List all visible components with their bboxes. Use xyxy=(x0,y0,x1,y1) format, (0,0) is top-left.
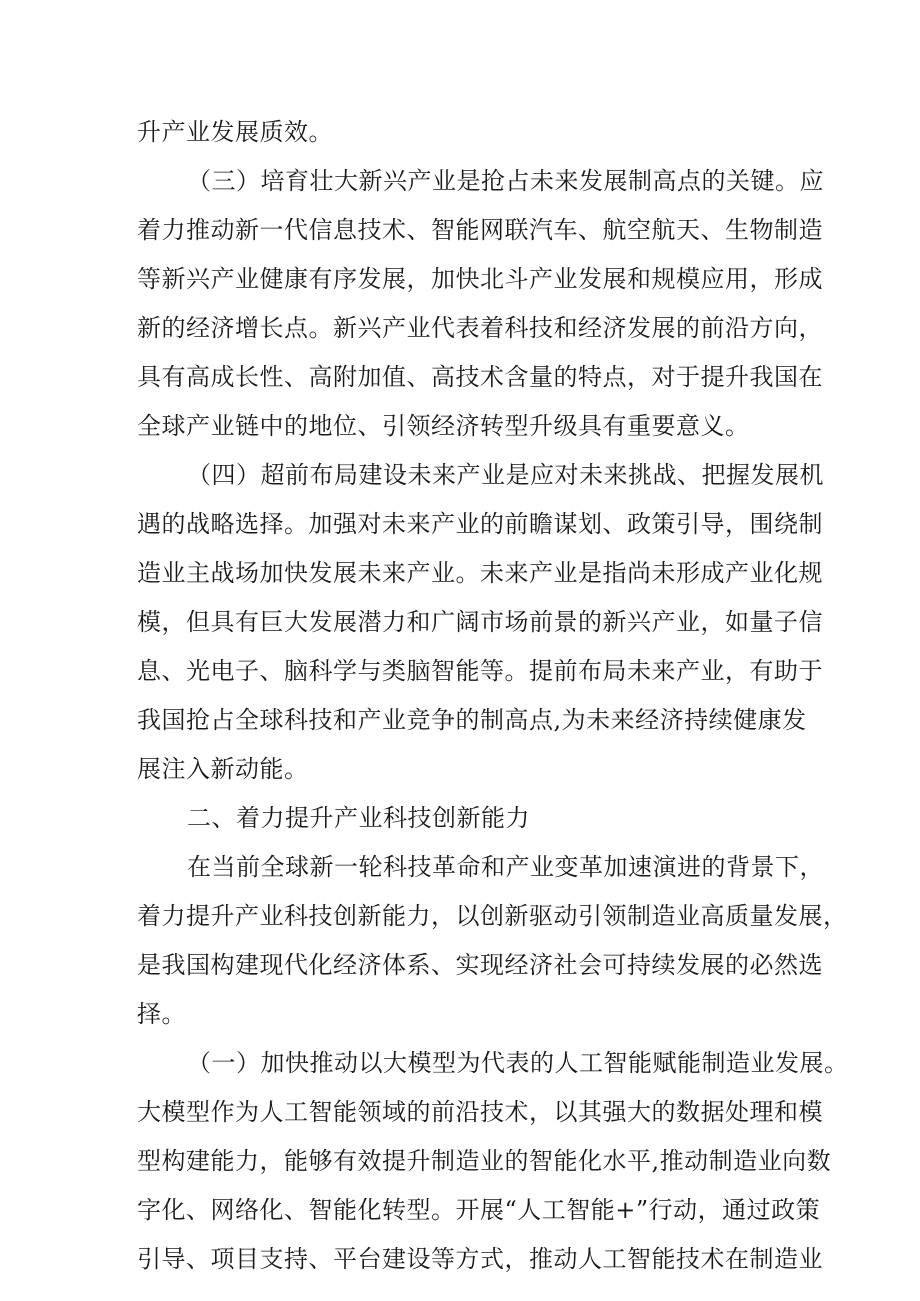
text-line-1: 升产业发展质效。 xyxy=(137,118,333,146)
text-line-18: 是我国构建现代化经济体系、实现经济社会可持续发展的必然选 xyxy=(137,951,823,979)
text-line-9: 遇的战略选择。加强对未来产业的前瞻谋划、政策引导，围绕制 xyxy=(137,510,823,538)
text-line-19: 择。 xyxy=(137,1000,186,1028)
text-line-24: 引导、项目支持、平台建设等方式，推动人工智能技术在制造业 xyxy=(137,1245,823,1273)
text-line-12: 息、光电子、脑科学与类脑智能等。提前布局未来产业，有助于 xyxy=(137,657,823,685)
text-line-5: 新的经济增长点。新兴产业代表着科技和经济发展的前沿方向， xyxy=(137,314,823,342)
text-line-2: （三）培育壮大新兴产业是抢占未来发展制高点的关键。应 xyxy=(187,167,824,195)
text-line-3: 着力推动新一代信息技术、智能网联汽车、航空航天、生物制造 xyxy=(137,216,823,244)
text-line-16: 在当前全球新一轮科技革命和产业变革加速演进的背景下， xyxy=(187,853,824,881)
text-line-7: 全球产业链中的地位、引领经济转型升级具有重要意义。 xyxy=(137,412,750,440)
text-line-6: 具有高成长性、高附加值、高技术含量的特点，对于提升我国在 xyxy=(137,363,823,391)
text-line-14: 展注入新动能。 xyxy=(137,755,309,783)
text-line-17: 着力提升产业科技创新能力，以创新驱动引领制造业高质量发展， xyxy=(137,902,848,930)
text-line-11: 模，但具有巨大发展潜力和广阔市场前景的新兴产业，如量子信 xyxy=(137,608,823,636)
text-line-22: 型构建能力，能够有效提升制造业的智能化水平,推动制造业向数 xyxy=(137,1147,832,1175)
section-heading: 二、着力提升产业科技创新能力 xyxy=(187,804,530,832)
text-line-10: 造业主战场加快发展未来产业。未来产业是指尚未形成产业化规 xyxy=(137,559,823,587)
text-line-8: （四）超前布局建设未来产业是应对未来挑战、把握发展机 xyxy=(187,461,824,489)
text-line-20: （一）加快推动以大模型为代表的人工智能赋能制造业发展。 xyxy=(187,1049,849,1077)
text-line-13: 我国抢占全球科技和产业竞争的制高点,为未来经济持续健康发 xyxy=(137,706,807,734)
text-line-23: 字化、网络化、智能化转型。开展“人工智能+”行动，通过政策 xyxy=(137,1196,821,1224)
text-line-4: 等新兴产业健康有序发展，加快北斗产业发展和规模应用，形成 xyxy=(137,265,823,293)
text-line-21: 大模型作为人工智能领域的前沿技术，以其强大的数据处理和模 xyxy=(137,1098,823,1126)
